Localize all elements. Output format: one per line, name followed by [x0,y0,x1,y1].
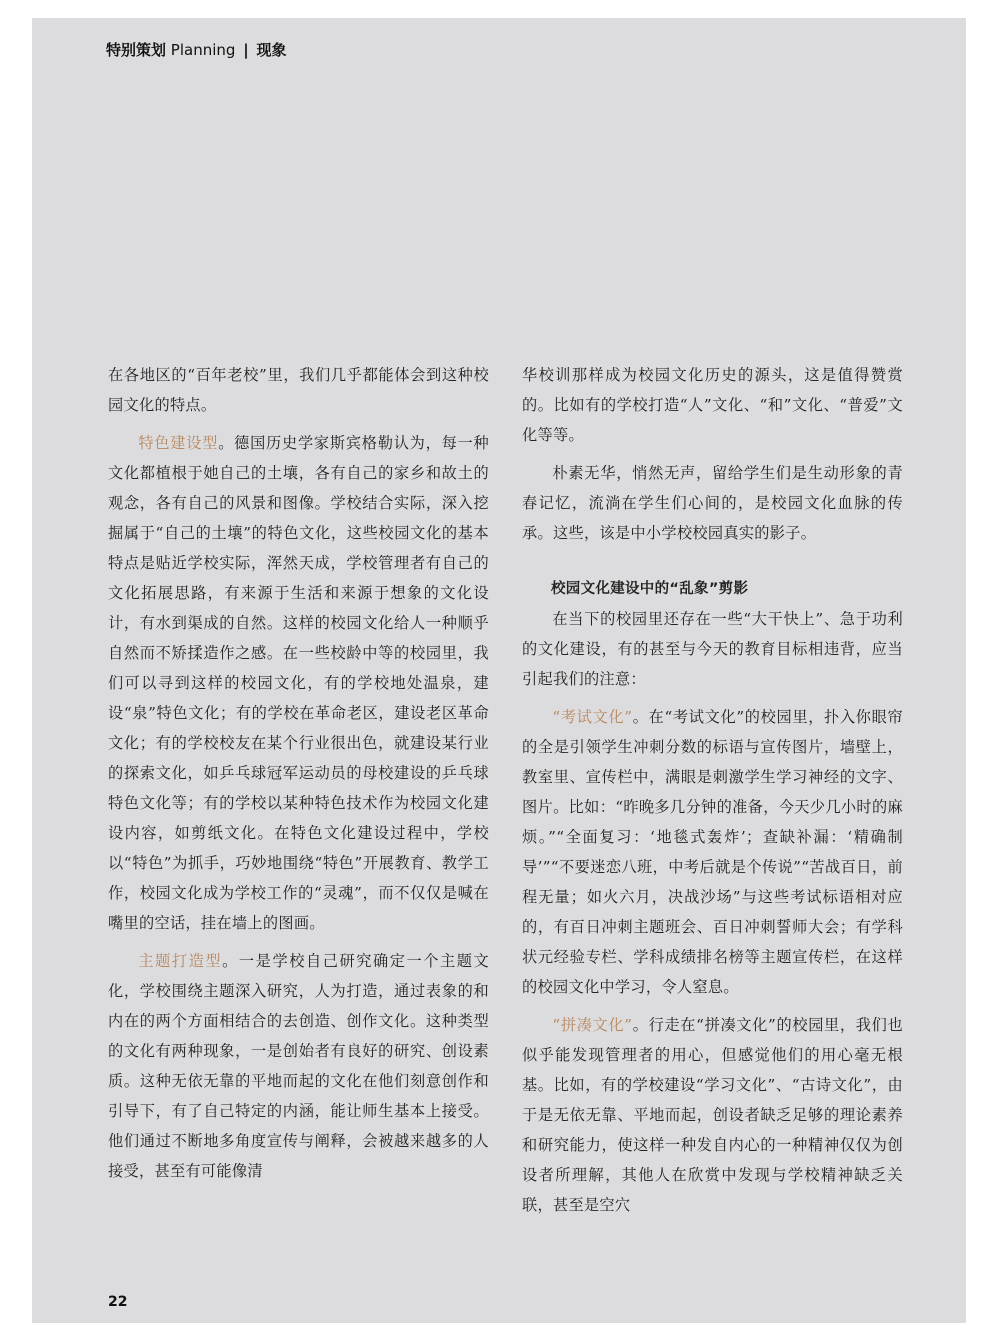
highlight-term: “考试文化” [552,708,633,726]
header-section: 特别策划 [106,41,167,59]
paragraph-body: 。德国历史学家斯宾格勒认为，每一种文化都植根于她自己的土壤，各有自己的家乡和故土的观念，各有自己的风景和图像。学校结合实际，深入挖掘属于“自己的土壤”的特色文化，这些校园文化的基本特点是贴近学校实际，浑然天成，学校管理者有自己的文化拓展思路，有来源于生活和来源于想象的文化设计，有水到渠成的自然。这样的校园文化给人一种顺乎自然而不矫揉造作之感。在一些校龄中等的校园里，我们可以寻到这样的校园文化，有的学校地处温泉，建设“泉”特色文化；有的学校在革命老区，建设老区革命文化；有的学校校友在某个行业很出色，就建设某行业的探索文化，如乒乓球冠军运动员的母校建设的乒乓球特色文化等；有的学校以某种特色技术作为校园文化建设内容，如剪纸文化。在特色文化建设过程中，学校以“特色”为抓手，巧妙地围绕“特色”开展教育、教学工作，校园文化成为学校工作的“灵魂”，而不仅仅是喊在嘴里的空话，挂在墙上的图画。 [108,434,489,932]
paragraph: 在各地区的“百年老校”里，我们几乎都能体会到这种校园文化的特点。 [108,366,489,414]
paragraph-body: 。一是学校自己研究确定一个主题文化，学校围绕主题深入研究，人为打造，通过表象的和内在的两个方面相结合的去创造、创作文化。这种类型的文化有两种现象，一是创始者有良好的研究、创设素质。这种无依无靠的平地而起的文化在他们刻意创作和引导下，有了自己特定的内涵，能让师生基本上接受。他们通过不断地多角度宣传与阐释，会被越来越多的人接受，甚至有可能像清 [108,952,489,1180]
header-topic: 现象 [256,41,287,59]
paragraph: 在当下的校园里还存在一些“大干快上”、急于功利的文化建设，有的甚至与今天的教育目标相违背，应当引起我们的注意： [522,610,903,688]
highlight-term: 特色建设型 [138,434,219,452]
right-column [522,360,903,1228]
paragraph [522,702,903,1002]
highlight-term: 主题打造型 [138,952,223,970]
paragraph-body: 。在“考试文化”的校园里，扑入你眼帘的全是引领学生冲刺分数的标语与宣传图片，墙壁上，教室里、宣传栏中，满眼是刺激学生学习神经的文字、图片。比如：“昨晚多几分钟的准备，今天少几小时的麻烦。”“全面复习：‘地毯式轰炸’；查缺补漏：‘精确制导’”“不要迷恋八班，中考后就是个传说”“苦战百日，前程无量；如火六月，决战沙场”与这些考试标语相对应的，有百日冲刺主题班会、百日冲刺誓师大会；有学科状元经验专栏、学科成绩排名榜等主题宣传栏，在这样的校园文化中学习，令人窒息。 [522,708,903,996]
paragraph-body: 。行走在“拼凑文化”的校园里，我们也似乎能发现管理者的用心，但感觉他们的用心毫无根基。比如，有的学校建设“学习文化”、“古诗文化”，由于是无依无靠、平地而起，创设者缺乏足够的理论素养和研究能力，使这样一种发自内心的一种精神仅仅为创设者所理解，其他人在欣赏中发现与学校精神缺乏关联，甚至是空穴 [522,1016,903,1214]
page-number: 22 [108,1294,128,1310]
header-divider: | [243,41,249,59]
paragraph: 华校训那样成为校园文化历史的源头，这是值得赞赏的。比如有的学校打造“人”文化、“和”文化、“普爱”文化等等。 [522,366,903,444]
paragraph [108,428,489,938]
left-column [108,360,489,1194]
paragraph [108,946,489,1186]
highlight-term: “拼凑文化” [552,1016,633,1034]
running-header [106,39,286,60]
paragraph [522,1010,903,1220]
header-english: Planning [170,41,236,59]
magazine-page [32,18,966,1323]
section-subheading: 校园文化建设中的“乱象”剪影 [551,581,749,597]
paragraph: 朴素无华，悄然无声，留给学生们是生动形象的青春记忆，流淌在学生们心间的，是校园文化血脉的传承。这些，该是中小学校校园真实的影子。 [522,464,903,542]
